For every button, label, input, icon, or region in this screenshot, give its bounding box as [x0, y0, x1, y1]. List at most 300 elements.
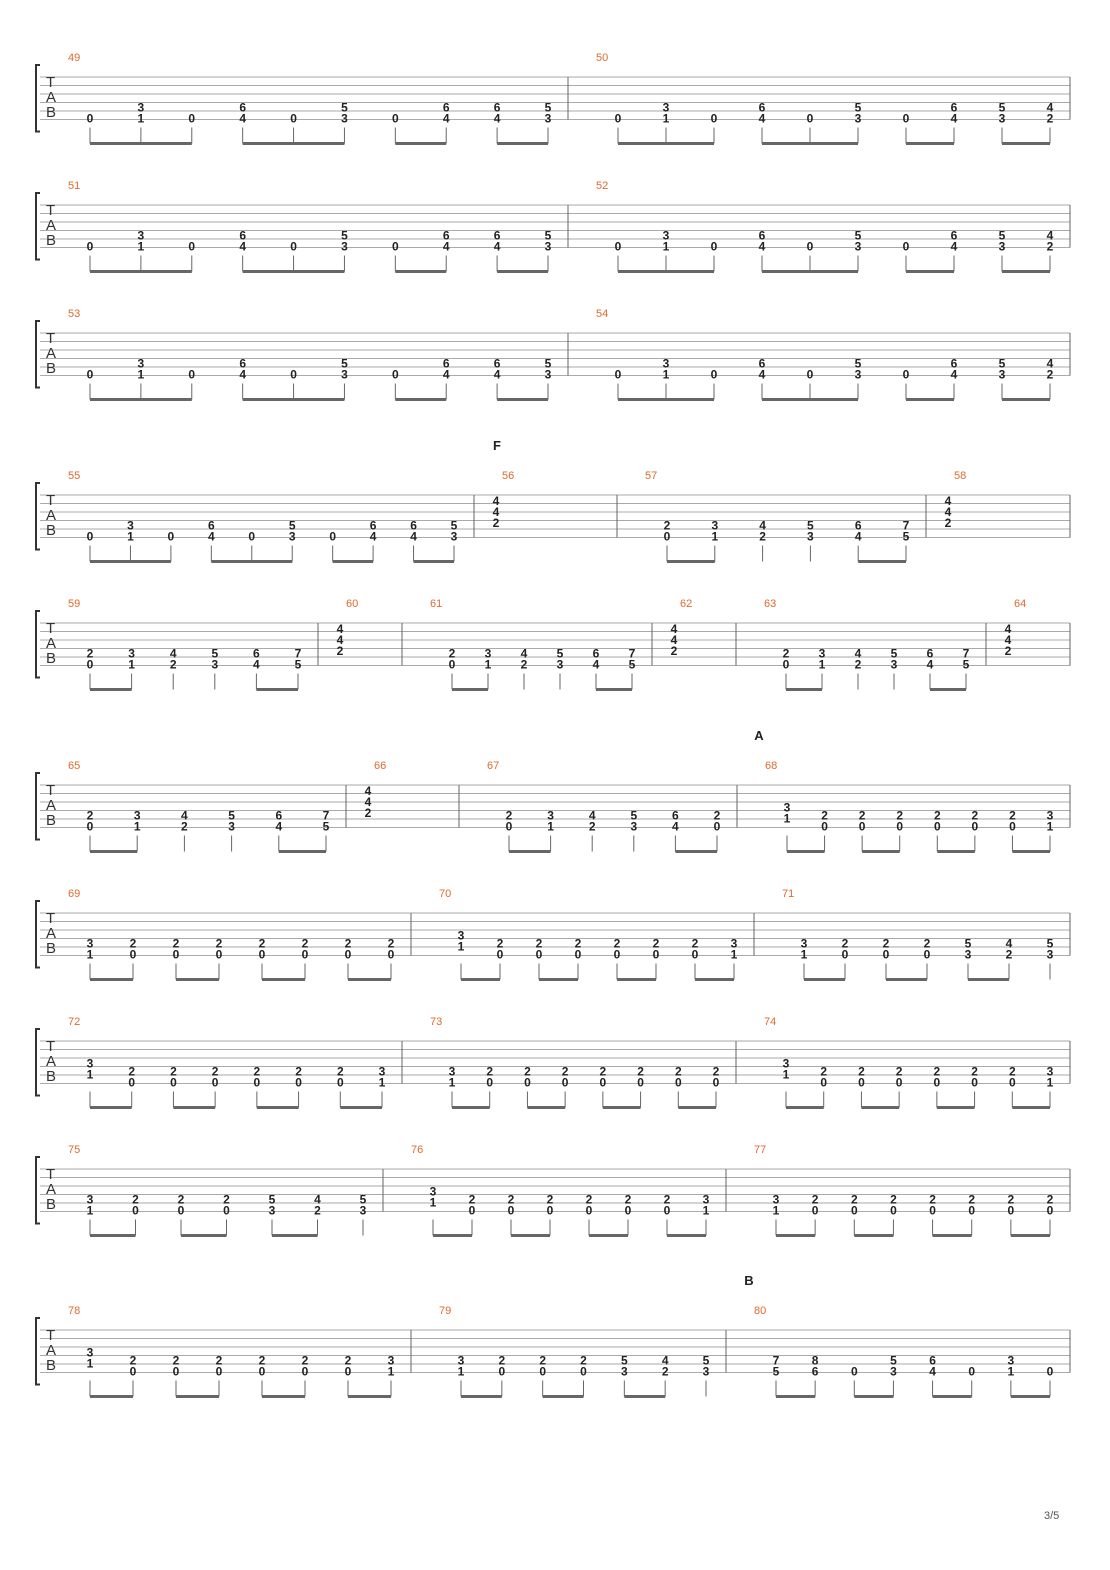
- fret-number: 0: [968, 1364, 976, 1379]
- fret-number: 2: [854, 657, 862, 672]
- fret-number: 4: [207, 529, 215, 544]
- fret-number: 3: [137, 100, 145, 115]
- fret-number: 6: [493, 228, 501, 243]
- fret-number: 0: [391, 367, 399, 382]
- fret-number: 2: [944, 516, 952, 530]
- fret-number: 2: [177, 1192, 185, 1207]
- fret-number: 2: [181, 819, 188, 834]
- fret-number: 1: [133, 819, 141, 834]
- fret-number: 6: [493, 356, 501, 371]
- fret-number: 3: [818, 646, 826, 661]
- fret-number: 3: [662, 228, 670, 243]
- fret-number: 2: [1046, 239, 1054, 254]
- fret-number: 6: [929, 1353, 936, 1368]
- fret-number: 0: [882, 947, 890, 962]
- fret-number: 1: [772, 1203, 780, 1218]
- fret-number: 0: [895, 1075, 903, 1090]
- fret-number: 0: [301, 947, 309, 962]
- section-marker: F: [493, 438, 501, 453]
- fret-number: 0: [498, 1364, 506, 1379]
- fret-number: 6: [672, 808, 679, 823]
- fret-number: 0: [971, 819, 979, 834]
- fret-number: 6: [950, 356, 958, 371]
- fret-number: 5: [628, 657, 636, 672]
- fret-number: 4: [336, 622, 344, 636]
- fret-number: 5: [630, 808, 638, 823]
- fret-number: 4: [520, 646, 528, 661]
- fret-number: 2: [258, 1353, 266, 1368]
- tab-system: [36, 598, 1070, 690]
- fret-number: 0: [344, 1364, 352, 1379]
- fret-number: 3: [457, 1353, 465, 1368]
- fret-number: 7: [772, 1353, 780, 1368]
- fret-number: 0: [211, 1075, 219, 1090]
- fret-number: 0: [710, 239, 718, 254]
- fret-number: 1: [137, 367, 145, 382]
- fret-number: 2: [539, 1353, 547, 1368]
- fret-number: 0: [344, 947, 352, 962]
- system-bracket: [36, 773, 40, 840]
- fret-number: 0: [561, 1075, 569, 1090]
- fret-number: 2: [811, 1192, 819, 1207]
- fret-number: 2: [882, 936, 890, 951]
- fret-number: 2: [895, 1064, 903, 1079]
- fret-number: 5: [211, 646, 219, 661]
- fret-number: 2: [670, 644, 678, 658]
- fret-number: 3: [854, 367, 862, 382]
- fret-number: 2: [929, 1192, 936, 1207]
- fret-number: 5: [268, 1192, 276, 1207]
- fret-number: 2: [301, 1353, 309, 1368]
- bar-number: 67: [487, 760, 500, 772]
- fret-number: 4: [275, 819, 283, 834]
- fret-number: 0: [188, 367, 196, 382]
- fret-number: 3: [544, 239, 552, 254]
- fret-number: 2: [336, 1064, 344, 1079]
- fret-number: 2: [336, 644, 344, 658]
- bar-number: 69: [68, 888, 81, 900]
- fret-number: 3: [662, 356, 670, 371]
- fret-number: 3: [429, 1184, 437, 1199]
- fret-number: 4: [369, 529, 377, 544]
- fret-number: 2: [691, 936, 699, 951]
- fret-number: 5: [544, 228, 552, 243]
- fret-number: 1: [484, 657, 492, 672]
- fret-number: 3: [711, 518, 719, 533]
- fret-number: 0: [290, 111, 297, 126]
- fret-number: 0: [524, 1075, 531, 1090]
- fret-number: 5: [998, 100, 1006, 115]
- fret-number: 3: [890, 1364, 897, 1379]
- fret-number: 2: [1046, 367, 1054, 382]
- fret-number: 0: [86, 657, 94, 672]
- fret-number: 0: [820, 1075, 828, 1090]
- fret-number: 7: [322, 808, 330, 823]
- fret-number: 3: [702, 1364, 710, 1379]
- fret-number: 3: [1046, 1064, 1054, 1079]
- system-bracket: [36, 611, 40, 678]
- fret-number: 5: [341, 228, 348, 243]
- fret-number: 0: [1008, 1075, 1016, 1090]
- bar-number: 58: [954, 470, 967, 482]
- tab-system: [36, 1273, 1070, 1397]
- tab-clef-letter: A: [46, 507, 57, 524]
- fret-number: 6: [239, 228, 247, 243]
- fret-number: 0: [129, 947, 137, 962]
- fret-number: 6: [442, 100, 450, 115]
- fret-number: 0: [858, 1075, 865, 1090]
- fret-number: 1: [711, 529, 719, 544]
- fret-number: 4: [364, 784, 372, 798]
- fret-number: 4: [181, 808, 188, 823]
- fret-number: 6: [758, 228, 766, 243]
- fret-number: 2: [295, 1064, 302, 1079]
- fret-number: 0: [637, 1075, 644, 1090]
- fret-number: 3: [890, 657, 898, 672]
- fret-number: 6: [854, 518, 862, 533]
- fret-number: 2: [387, 936, 395, 951]
- fret-number: 0: [782, 657, 790, 672]
- fret-number: 6: [442, 228, 450, 243]
- fret-number: 0: [496, 947, 504, 962]
- fret-number: 0: [850, 1364, 858, 1379]
- fret-number: 0: [539, 1364, 547, 1379]
- fret-number: 0: [585, 1203, 593, 1218]
- tab-system: [36, 52, 1070, 144]
- fret-number: 3: [998, 111, 1006, 126]
- fret-number: 4: [1004, 622, 1012, 636]
- tab-clef-letter: A: [46, 1053, 57, 1070]
- fret-number: 3: [783, 800, 791, 815]
- fret-number: 0: [613, 947, 621, 962]
- system-bracket: [36, 1318, 40, 1385]
- fret-number: 4: [1046, 356, 1054, 371]
- fret-number: 0: [387, 947, 395, 962]
- fret-number: 2: [301, 936, 309, 951]
- fret-number: 0: [505, 819, 513, 834]
- fret-number: 4: [1046, 100, 1054, 115]
- fret-number: 1: [86, 947, 94, 962]
- fret-number: 2: [712, 1064, 720, 1079]
- fret-number: 2: [129, 1353, 137, 1368]
- fret-number: 0: [713, 819, 721, 834]
- fret-number: 2: [759, 529, 766, 544]
- bar-number: 50: [596, 52, 609, 64]
- tab-clef-letter: B: [46, 1357, 57, 1374]
- fret-number: 5: [544, 356, 552, 371]
- bar-number: 74: [764, 1016, 777, 1028]
- fret-number: 0: [806, 367, 814, 382]
- fret-number: 6: [926, 646, 934, 661]
- fret-number: 3: [782, 1056, 790, 1071]
- tab-clef-letter: T: [46, 330, 56, 347]
- fret-number: 0: [710, 111, 718, 126]
- fret-number: 2: [580, 1353, 587, 1368]
- fret-number: 0: [923, 947, 931, 962]
- fret-number: 4: [854, 529, 862, 544]
- fret-number: 2: [821, 808, 828, 823]
- fret-number: 1: [137, 239, 145, 254]
- fret-number: 6: [493, 100, 501, 115]
- fret-number: 3: [211, 657, 219, 672]
- fret-number: 4: [758, 239, 766, 254]
- fret-number: 2: [850, 1192, 858, 1207]
- fret-number: 0: [486, 1075, 494, 1090]
- fret-number: 3: [662, 100, 670, 115]
- fret-number: 0: [890, 1203, 897, 1218]
- fret-number: 0: [507, 1203, 515, 1218]
- fret-number: 6: [442, 356, 450, 371]
- fret-number: 2: [468, 1192, 476, 1207]
- fret-number: 3: [137, 356, 145, 371]
- fret-number: 0: [624, 1203, 632, 1218]
- fret-number: 2: [1007, 1192, 1015, 1207]
- fret-number: 0: [691, 947, 699, 962]
- fret-number: 0: [535, 947, 543, 962]
- fret-number: 2: [652, 936, 660, 951]
- fret-number: 0: [1009, 819, 1016, 834]
- fret-number: 6: [239, 100, 247, 115]
- tab-clef-letter: B: [46, 232, 57, 249]
- fret-number: 0: [811, 1203, 819, 1218]
- fret-number: 0: [806, 111, 814, 126]
- bar-number: 66: [374, 760, 387, 772]
- tab-clef-letter: A: [46, 345, 57, 362]
- fret-number: 5: [450, 518, 458, 533]
- fret-number: 6: [950, 228, 958, 243]
- fret-number: 0: [902, 367, 910, 382]
- fret-number: 2: [546, 1192, 554, 1207]
- fret-number: 2: [496, 936, 504, 951]
- tab-clef-letter: A: [46, 635, 57, 652]
- fret-number: 3: [341, 111, 348, 126]
- fret-number: 3: [457, 928, 465, 943]
- fret-number: 0: [546, 1203, 554, 1218]
- fret-number: 4: [944, 494, 952, 508]
- tab-clef-letter: T: [46, 492, 56, 509]
- tab-system: [36, 1016, 1070, 1108]
- fret-number: 2: [223, 1192, 230, 1207]
- fret-number: 4: [854, 646, 862, 661]
- fret-number: 4: [492, 494, 500, 508]
- fret-number: 6: [239, 356, 247, 371]
- fret-number: 4: [929, 1364, 936, 1379]
- fret-number: 3: [448, 1064, 456, 1079]
- system-bracket: [36, 65, 40, 132]
- tab-clef-letter: A: [46, 217, 57, 234]
- fret-number: 2: [841, 936, 849, 951]
- tab-system: [36, 1144, 1070, 1236]
- bar-number: 61: [430, 598, 443, 610]
- fret-number: 2: [661, 1364, 669, 1379]
- fret-number: 5: [228, 808, 235, 823]
- fret-number: 2: [364, 806, 372, 820]
- system-bracket: [36, 321, 40, 388]
- fret-number: 5: [807, 518, 814, 533]
- bar-number: 73: [430, 1016, 443, 1028]
- fret-number: 4: [239, 239, 247, 254]
- fret-number: 0: [290, 367, 297, 382]
- fret-number: 1: [818, 657, 826, 672]
- fret-number: 2: [486, 1064, 494, 1079]
- fret-number: 5: [854, 356, 862, 371]
- fret-number: 5: [890, 646, 898, 661]
- fret-number: 2: [128, 1064, 136, 1079]
- fret-number: 3: [630, 819, 638, 834]
- tab-clef-letter: A: [46, 1342, 57, 1359]
- fret-number: 3: [998, 367, 1006, 382]
- bar-number: 59: [68, 598, 81, 610]
- tab-clef-letter: A: [46, 89, 57, 106]
- fret-number: 4: [950, 367, 958, 382]
- fret-number: 4: [1046, 228, 1054, 243]
- fret-number: 4: [492, 505, 500, 519]
- fret-number: 2: [968, 1192, 976, 1207]
- fret-number: 2: [624, 1192, 632, 1207]
- fret-number: 6: [369, 518, 377, 533]
- fret-number: 3: [1046, 808, 1054, 823]
- fret-number: 0: [188, 111, 196, 126]
- fret-number: 2: [344, 1353, 352, 1368]
- fret-number: 3: [288, 529, 296, 544]
- fret-number: 0: [896, 819, 904, 834]
- fret-number: 1: [128, 657, 135, 672]
- fret-number: 1: [429, 1195, 437, 1210]
- bar-number: 57: [645, 470, 658, 482]
- fret-number: 2: [448, 646, 456, 661]
- fret-number: 2: [674, 1064, 682, 1079]
- fret-number: 4: [493, 111, 501, 126]
- fret-number: 0: [821, 819, 828, 834]
- fret-number: 3: [127, 518, 134, 533]
- system-bracket: [36, 193, 40, 260]
- page-number: 3/5: [1044, 1510, 1060, 1522]
- fret-number: 4: [661, 1353, 669, 1368]
- fret-number: 4: [758, 367, 766, 382]
- tab-clef-letter: B: [46, 650, 57, 667]
- fret-number: 0: [86, 367, 94, 382]
- fret-number: 2: [663, 1192, 671, 1207]
- fret-number: 3: [86, 936, 94, 951]
- bar-number: 70: [439, 888, 452, 900]
- fret-number: 2: [524, 1064, 531, 1079]
- fret-number: 2: [169, 657, 177, 672]
- fret-number: 2: [258, 936, 266, 951]
- fret-number: 4: [442, 367, 450, 382]
- fret-number: 4: [169, 646, 177, 661]
- fret-number: 3: [998, 239, 1006, 254]
- fret-number: 4: [926, 657, 934, 672]
- fret-number: 3: [854, 111, 862, 126]
- fret-number: 0: [1046, 1364, 1054, 1379]
- fret-number: 4: [442, 111, 450, 126]
- tab-clef-letter: T: [46, 910, 56, 927]
- bar-number: 71: [782, 888, 795, 900]
- fret-number: 0: [841, 947, 849, 962]
- fret-number: 3: [1007, 1353, 1015, 1368]
- fret-number: 5: [772, 1364, 780, 1379]
- fret-number: 3: [128, 646, 135, 661]
- fret-number: 4: [239, 111, 247, 126]
- fret-number: 0: [391, 239, 399, 254]
- fret-number: 3: [86, 1192, 94, 1207]
- fret-number: 6: [950, 100, 958, 115]
- fret-number: 3: [86, 1056, 94, 1071]
- fret-number: 1: [662, 367, 670, 382]
- fret-number: 6: [758, 356, 766, 371]
- fret-number: 6: [592, 646, 600, 661]
- fret-number: 0: [391, 111, 399, 126]
- fret-number: 0: [86, 529, 94, 544]
- fret-number: 3: [133, 808, 141, 823]
- fret-number: 3: [86, 1345, 94, 1360]
- fret-number: 1: [378, 1075, 386, 1090]
- fret-number: 0: [929, 1203, 936, 1218]
- bar-number: 54: [596, 308, 609, 320]
- fret-number: 1: [86, 1203, 94, 1218]
- tab-clef-letter: B: [46, 812, 57, 829]
- fret-number: 0: [1007, 1203, 1015, 1218]
- fret-number: 0: [172, 947, 180, 962]
- bar-number: 79: [439, 1305, 452, 1317]
- fret-number: 2: [211, 1064, 219, 1079]
- fret-number: 0: [614, 111, 622, 126]
- tab-clef-letter: T: [46, 782, 56, 799]
- bar-number: 77: [754, 1144, 767, 1156]
- fret-number: 2: [507, 1192, 515, 1207]
- fret-number: 6: [253, 646, 260, 661]
- fret-number: 0: [132, 1203, 139, 1218]
- fret-number: 0: [933, 819, 941, 834]
- tab-clef-letter: B: [46, 104, 57, 121]
- fret-number: 3: [556, 657, 564, 672]
- fret-number: 2: [1004, 644, 1012, 658]
- fret-number: 5: [544, 100, 552, 115]
- fret-number: 4: [253, 657, 260, 672]
- tab-clef-letter: T: [46, 74, 56, 91]
- fret-number: 2: [858, 808, 866, 823]
- fret-number: 0: [86, 819, 94, 834]
- fret-number: 0: [188, 239, 196, 254]
- fret-number: 5: [288, 518, 296, 533]
- fret-number: 0: [86, 111, 94, 126]
- fret-number: 0: [215, 947, 223, 962]
- fret-number: 4: [670, 633, 678, 647]
- fret-number: 2: [498, 1353, 506, 1368]
- fret-number: 3: [137, 228, 145, 243]
- fret-number: 0: [258, 947, 266, 962]
- tab-clef-letter: A: [46, 1181, 57, 1198]
- fret-number: 5: [854, 100, 862, 115]
- fret-number: 0: [129, 1364, 137, 1379]
- tab-clef-letter: B: [46, 940, 57, 957]
- tab-clef-letter: T: [46, 1327, 56, 1344]
- fret-number: 0: [258, 1364, 266, 1379]
- fret-number: 2: [172, 936, 180, 951]
- fret-number: 6: [410, 518, 417, 533]
- fret-number: 2: [314, 1203, 321, 1218]
- fret-number: 5: [964, 936, 972, 951]
- fret-number: 0: [223, 1203, 230, 1218]
- fret-number: 3: [378, 1064, 386, 1079]
- fret-number: 0: [614, 367, 622, 382]
- system-bracket: [36, 1157, 40, 1224]
- fret-number: 4: [410, 529, 417, 544]
- bar-number: 60: [346, 598, 359, 610]
- fret-number: 0: [663, 529, 671, 544]
- fret-number: 7: [294, 646, 302, 661]
- fret-number: 4: [442, 239, 450, 254]
